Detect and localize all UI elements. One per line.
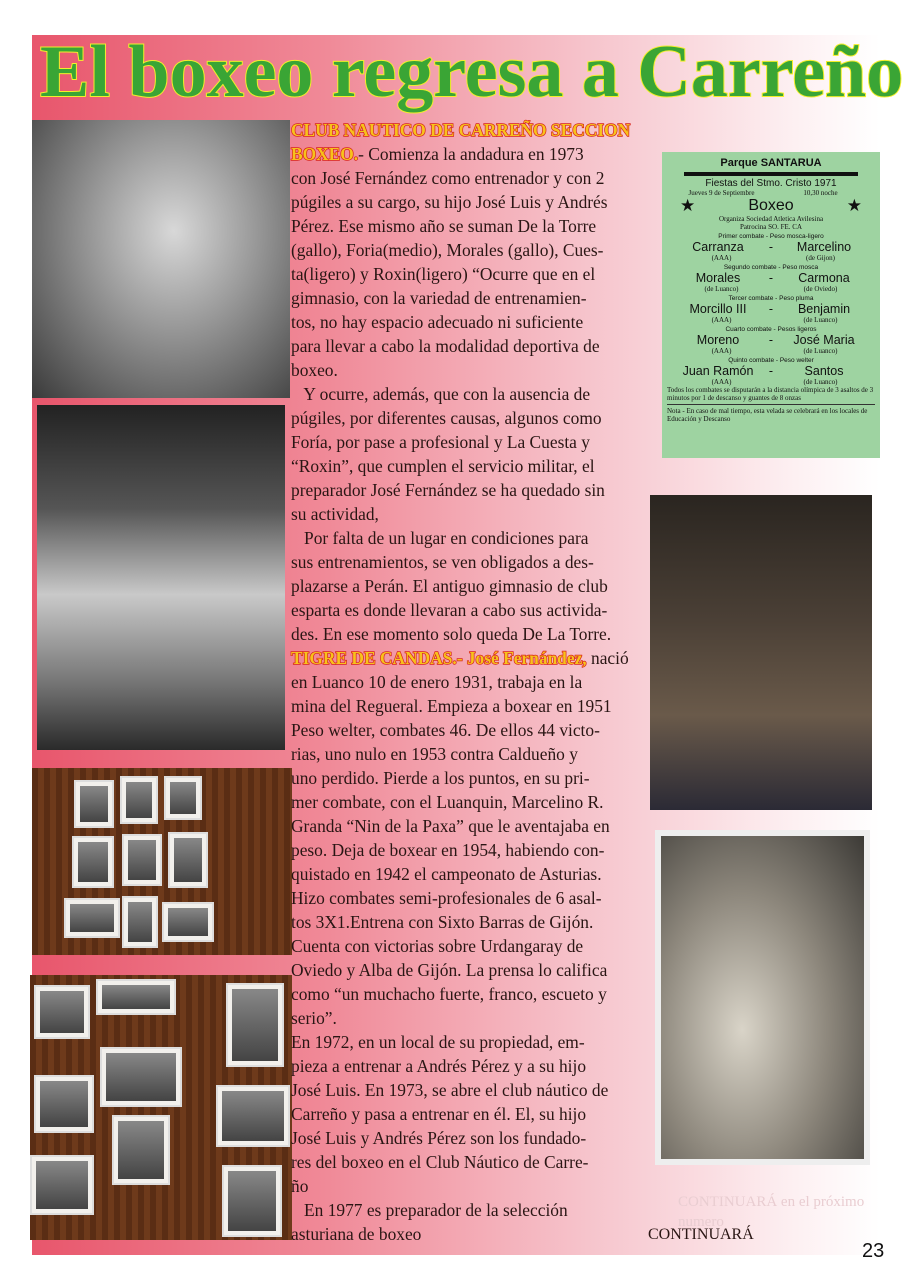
poster-bout bbox=[662, 233, 880, 262]
boxer-a: Morales bbox=[695, 271, 741, 285]
article-line: Oviedo y Alba de Gijón. La prensa lo califica bbox=[291, 960, 608, 980]
bout-dash: - bbox=[768, 333, 774, 347]
article-line: Carreño y pasa a entrenar en él. El, su hijo bbox=[291, 1104, 587, 1124]
article-line: quistado en 1942 el campeonato de Asturias. bbox=[291, 864, 602, 884]
star-icon: ★ bbox=[846, 196, 862, 215]
article-line: preparador José Fernández se ha quedado sin bbox=[291, 480, 605, 500]
article-line: para llevar a cabo la modalidad deportiva de bbox=[291, 336, 600, 356]
poster-event: Fiestas del Stmo. Cristo 1971 bbox=[705, 178, 837, 189]
boxer-a: Juan Ramón bbox=[682, 364, 754, 378]
poster-bout bbox=[662, 326, 880, 355]
bout-dash: - bbox=[768, 271, 774, 285]
boxer-b-club: (de Luanco) bbox=[803, 316, 838, 324]
bout-dash: - bbox=[768, 364, 774, 378]
photo-boxer-punching-bag bbox=[655, 830, 870, 1165]
continued-label: CONTINUARÁ bbox=[648, 1226, 754, 1243]
article-line: Foría, por pase a profesional y La Cuesta y bbox=[291, 432, 590, 452]
article-line: En 1977 es preparador de la selección bbox=[291, 1200, 568, 1220]
article-line: pieza a entrenar a Andrés Pérez y a su hijo bbox=[291, 1056, 587, 1076]
article-line: Peso welter, combates 46. De ellos 44 victo- bbox=[291, 720, 600, 740]
article-line: Hizo combates semi-profesionales de 6 asal- bbox=[291, 888, 602, 908]
boxer-a: Carranza bbox=[692, 240, 744, 254]
boxer-a-club: (AAA) bbox=[711, 316, 732, 324]
article-line: peso. Deja de boxear en 1954, habiendo con- bbox=[291, 840, 605, 860]
poster-time: 10,30 noche bbox=[803, 189, 838, 197]
article-line: esparta es donde llevaran a cabo sus activida- bbox=[291, 600, 608, 620]
bout-label: Segundo combate - Peso mosca bbox=[723, 264, 819, 271]
article-line: su actividad, bbox=[291, 504, 379, 524]
bout-dash: - bbox=[768, 302, 774, 316]
poster-note: Nota - En caso de mal tiempo, esta velada se celebrará en los locales de Educación y Descanso bbox=[667, 407, 868, 423]
article-line: uno perdido. Pierde a los puntos, en su pri- bbox=[291, 768, 590, 788]
poster-bout bbox=[662, 264, 880, 293]
bout-label: Tercer combate - Peso pluma bbox=[728, 295, 814, 302]
boxer-b: Benjamin bbox=[797, 302, 851, 316]
poster-sponsor: Patrocina SO. FE. CA bbox=[739, 223, 803, 231]
article-line: nació bbox=[586, 648, 629, 668]
continued-ghost-text: CONTINUARÁ en el próximo numero bbox=[678, 1194, 865, 1230]
article-line: José Luis. En 1973, se abre el club náutico de bbox=[291, 1080, 609, 1100]
article-line: ta(ligero) y Roxin(ligero) “Ocurre que en el bbox=[291, 264, 596, 284]
article-line: gimnasio, con la variedad de entrenamien- bbox=[291, 288, 587, 308]
boxer-b-club: (de Luanco) bbox=[803, 378, 838, 386]
section-heading-boxeo: BOXEO. bbox=[291, 144, 359, 164]
article-line: con José Fernández como entrenador y con 2 bbox=[291, 168, 605, 188]
poster-rules: Todos los combates se disputarán a la distancia olímpica de 3 asaltos de 3 minutos por 1 de descanso y guantes de 8 onzas bbox=[667, 386, 874, 402]
article-line: sus entrenamientos, se ven obligados a des- bbox=[291, 552, 594, 572]
fight-poster bbox=[662, 152, 880, 458]
article-line: en Luanco 10 de enero 1931, trabaja en la bbox=[291, 672, 583, 692]
boxer-a: Moreno bbox=[696, 333, 740, 347]
poster-bout bbox=[662, 357, 880, 386]
page-number: 23 bbox=[862, 1240, 885, 1262]
article-line: ño bbox=[291, 1176, 309, 1196]
boxer-b-club: (de Oviedo) bbox=[803, 285, 838, 293]
bout-dash: - bbox=[768, 240, 774, 254]
article-line: púgiles, por diferentes causas, algunos como bbox=[291, 408, 602, 428]
poster-venue: Parque SANTARUA bbox=[720, 157, 822, 169]
article-line: des. En ese momento solo queda De La Torre. bbox=[291, 624, 612, 644]
photo-exhibition-wall-2 bbox=[30, 975, 292, 1240]
article-body bbox=[291, 118, 656, 1246]
boxer-b: Marcelino bbox=[796, 240, 852, 254]
article-line: rias, uno nulo en 1953 contra Caldueño y bbox=[291, 744, 578, 764]
article-line: púgiles a su cargo, su hijo José Luis y Andrés bbox=[291, 192, 608, 212]
article-line: res del boxeo en el Club Náutico de Carre- bbox=[291, 1152, 589, 1172]
article-line: “Roxin”, que cumplen el servicio militar, el bbox=[291, 456, 595, 476]
star-icon: ★ bbox=[680, 196, 696, 215]
article-line: José Luis y Andrés Pérez son los fundado- bbox=[291, 1128, 587, 1148]
article-line: boxeo. bbox=[291, 360, 338, 380]
boxer-b: José Maria bbox=[793, 333, 855, 347]
article-line: Cuenta con victorias sobre Urdangaray de bbox=[291, 936, 584, 956]
article-line: plazarse a Perán. El antiguo gimnasio de club bbox=[291, 576, 608, 596]
poster-sport: Boxeo bbox=[748, 197, 794, 214]
section-heading-club: CLUB NAUTICO DE CARREÑO SECCION bbox=[291, 120, 631, 140]
article-line: (gallo), Foria(medio), Morales (gallo), Cues- bbox=[291, 240, 604, 260]
article-line: serio”. bbox=[291, 1008, 337, 1028]
photo-boxer-portrait bbox=[32, 120, 290, 398]
article-line: tos 3X1.Entrena con Sixto Barras de Gijón. bbox=[291, 912, 594, 932]
article-line: Pérez. Ese mismo año se suman De la Torre bbox=[291, 216, 597, 236]
article-line: - Comienza la andadura en 1973 bbox=[358, 144, 584, 164]
boxer-a-club: (de Luanco) bbox=[704, 285, 739, 293]
boxer-b-club: (de Luanco) bbox=[803, 347, 838, 355]
article-line: asturiana de boxeo bbox=[291, 1224, 422, 1244]
boxer-b: Santos bbox=[804, 364, 844, 378]
article-line: tos, no hay espacio adecuado ni suficiente bbox=[291, 312, 584, 332]
boxer-b: Carmona bbox=[798, 271, 850, 285]
poster-date: Jueves 9 de Septiembre bbox=[688, 189, 755, 197]
page-title: El boxeo regresa a Carreño bbox=[40, 31, 904, 113]
boxer-a-club: (AAA) bbox=[711, 378, 732, 386]
poster-organizer: Organiza Sociedad Atletica Avilesina bbox=[718, 215, 824, 223]
article-line: Por falta de un lugar en condiciones para bbox=[291, 528, 589, 548]
article-line: mer combate, con el Luanquin, Marcelino R. bbox=[291, 792, 604, 812]
bout-label: Primer combate - Peso mosca-ligero bbox=[718, 233, 824, 240]
poster-bout bbox=[662, 295, 880, 324]
article-line: Granda “Nin de la Paxa” que le aventajaba en bbox=[291, 816, 610, 836]
article-line: mina del Regueral. Empieza a boxear en 1951 bbox=[291, 696, 612, 716]
article-line: como “un muchacho fuerte, franco, escueto y bbox=[291, 984, 607, 1004]
boxer-a-club: (AAA) bbox=[711, 347, 732, 355]
article-line: En 1972, en un local de su propiedad, em- bbox=[291, 1032, 585, 1052]
photo-exhibition-wall-1 bbox=[32, 768, 292, 955]
article-line: Y ocurre, además, que con la ausencia de bbox=[291, 384, 591, 404]
boxer-b-club: (de Gijon) bbox=[806, 254, 835, 262]
photo-boxers-ring bbox=[37, 405, 285, 750]
boxer-a-club: (AAA) bbox=[711, 254, 732, 262]
bout-label: Quinto combate - Peso welter bbox=[728, 357, 814, 364]
photo-boxer-gloves-color bbox=[650, 495, 872, 810]
section-heading-tigre: TIGRE DE CANDAS.- José Fernández, bbox=[291, 648, 587, 668]
bout-label: Cuarto combate - Pesos ligeros bbox=[725, 326, 817, 333]
boxer-a: Morcillo III bbox=[689, 302, 747, 316]
